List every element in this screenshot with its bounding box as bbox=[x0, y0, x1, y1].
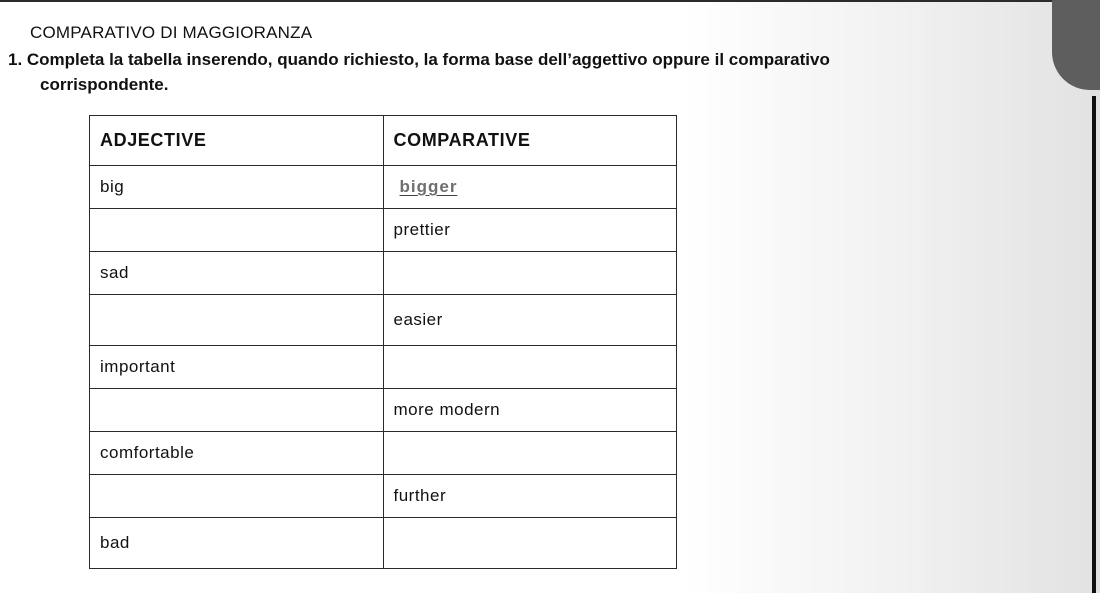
table-row bbox=[90, 518, 677, 569]
comparative-cell[interactable] bbox=[383, 252, 677, 295]
comparative-cell[interactable] bbox=[383, 346, 677, 389]
header-comparative: COMPARATIVE bbox=[383, 116, 677, 166]
table-header-row bbox=[90, 116, 677, 166]
example-answer: bigger bbox=[399, 177, 458, 196]
table-row bbox=[90, 295, 677, 346]
comparative-cell: more modern bbox=[383, 389, 677, 432]
table-row bbox=[90, 252, 677, 295]
adjective-cell[interactable] bbox=[90, 209, 384, 252]
comparative-cell[interactable] bbox=[383, 518, 677, 569]
table-row bbox=[90, 389, 677, 432]
table-row bbox=[90, 209, 677, 252]
exercise-table bbox=[89, 115, 677, 569]
instruction-line-2: corrispondente. bbox=[40, 75, 169, 94]
page-corner-tab bbox=[1052, 0, 1100, 90]
top-border-line bbox=[0, 0, 1100, 2]
comparative-cell: prettier bbox=[383, 209, 677, 252]
adjective-cell[interactable] bbox=[90, 389, 384, 432]
adjective-cell: sad bbox=[90, 252, 384, 295]
table-row bbox=[90, 346, 677, 389]
header-adjective: ADJECTIVE bbox=[90, 116, 384, 166]
comparative-cell: further bbox=[383, 475, 677, 518]
comparative-cell: easier bbox=[383, 295, 677, 346]
comparative-cell bbox=[383, 166, 677, 209]
adjective-cell[interactable] bbox=[90, 475, 384, 518]
adjective-cell: bad bbox=[90, 518, 384, 569]
right-edge-line bbox=[1092, 96, 1096, 593]
table-row bbox=[90, 166, 677, 209]
adjective-cell: comfortable bbox=[90, 432, 384, 475]
section-title: COMPARATIVO DI MAGGIORANZA bbox=[30, 23, 313, 42]
comparative-cell[interactable] bbox=[383, 432, 677, 475]
table-row bbox=[90, 432, 677, 475]
adjective-cell: important bbox=[90, 346, 384, 389]
adjective-cell: big bbox=[90, 166, 384, 209]
adjective-cell[interactable] bbox=[90, 295, 384, 346]
exercise-instruction bbox=[8, 47, 1038, 97]
table-row bbox=[90, 475, 677, 518]
instruction-line-1: 1. Completa la tabella inserendo, quando richiesto, la forma base dell’aggettivo oppure il comparativo bbox=[8, 50, 830, 69]
